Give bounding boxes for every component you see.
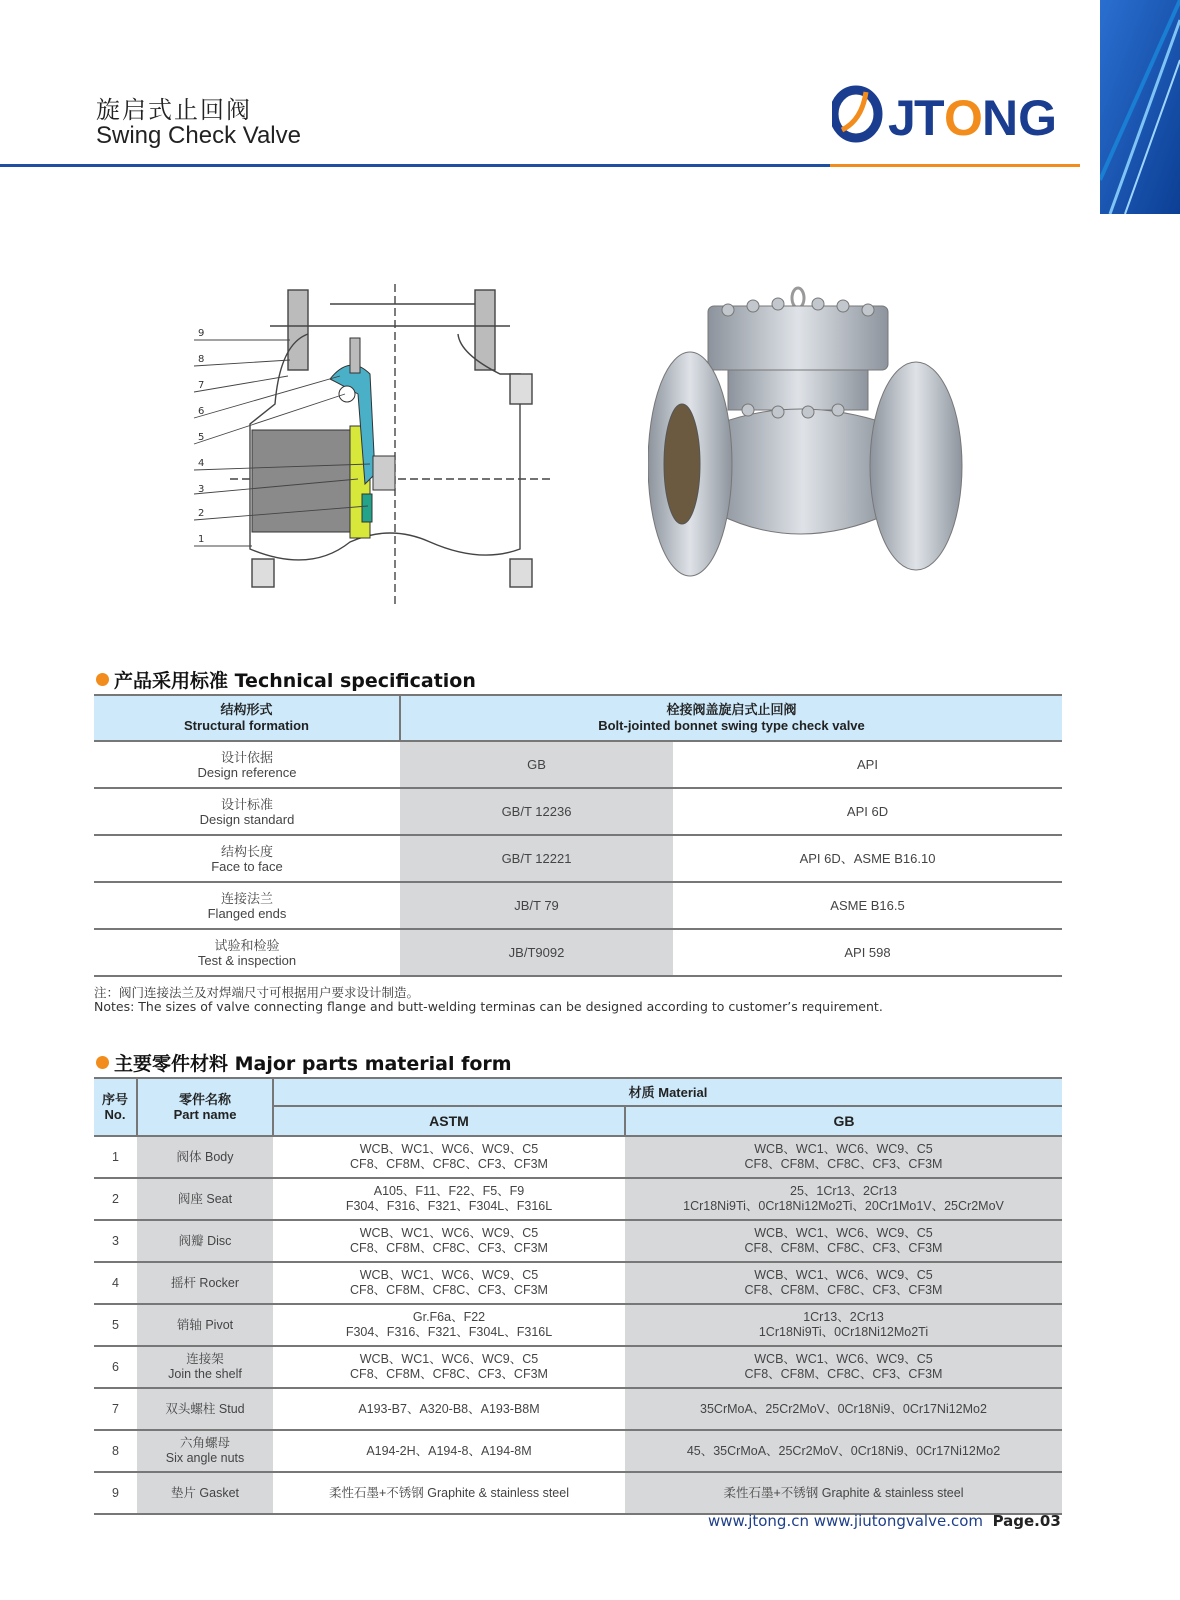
table-cell: 1 bbox=[94, 1136, 137, 1178]
table-cell: 45、35CrMoA、25Cr2MoV、0Cr18Ni9、0Cr17Ni12Mo2 bbox=[625, 1430, 1062, 1472]
table-cell: 双头螺柱 Stud bbox=[137, 1388, 273, 1430]
table-cell: 摇杆 Rocker bbox=[137, 1262, 273, 1304]
table-cell: 设计标准 Design standard bbox=[94, 788, 400, 835]
table-cell: 4 bbox=[94, 1262, 137, 1304]
table-row bbox=[94, 1262, 1062, 1304]
table-cell: 8 bbox=[94, 1430, 137, 1472]
table-cell: WCB、WC1、WC6、WC9、C5 CF8、CF8M、CF8C、CF3、CF3M bbox=[273, 1220, 625, 1262]
table-cell: API bbox=[673, 741, 1062, 788]
table-row bbox=[94, 1136, 1062, 1178]
table-row bbox=[94, 1078, 1062, 1106]
diagram-label-7: 7 bbox=[198, 380, 205, 391]
table-cell: 阀体 Body bbox=[137, 1136, 273, 1178]
header-divider bbox=[0, 164, 830, 167]
col-part: 零件名称 Part name bbox=[137, 1078, 273, 1136]
table-row bbox=[94, 1220, 1062, 1262]
svg-text:NG: NG bbox=[982, 90, 1057, 146]
page-title-en: Swing Check Valve bbox=[96, 122, 301, 149]
table-row bbox=[94, 1346, 1062, 1388]
table-cell: WCB、WC1、WC6、WC9、C5 CF8、CF8M、CF8C、CF3、CF3M bbox=[625, 1136, 1062, 1178]
table-cell: GB/T 12221 bbox=[400, 835, 673, 882]
spec-head-bolt-jointed: 栓接阀盖旋启式止回阀 Bolt-jointed bonnet swing type check valve bbox=[400, 695, 1062, 741]
page-title-cn: 旋启式止回阀 bbox=[96, 96, 252, 124]
table-cell: 垫片 Gasket bbox=[137, 1472, 273, 1514]
col-astm: ASTM bbox=[273, 1106, 625, 1136]
svg-text:J: J bbox=[888, 90, 916, 146]
table-row bbox=[94, 695, 1062, 741]
table-cell: 六角螺母 Six angle nuts bbox=[137, 1430, 273, 1472]
table-row bbox=[94, 1178, 1062, 1220]
valve-product-photo bbox=[648, 284, 978, 604]
table-cell: WCB、WC1、WC6、WC9、C5 CF8、CF8M、CF8C、CF3、CF3M bbox=[625, 1346, 1062, 1388]
table-cell: GB/T 12236 bbox=[400, 788, 673, 835]
table-cell: WCB、WC1、WC6、WC9、C5 CF8、CF8M、CF8C、CF3、CF3M bbox=[625, 1220, 1062, 1262]
table-cell: ASME B16.5 bbox=[673, 882, 1062, 929]
table-cell: 阀座 Seat bbox=[137, 1178, 273, 1220]
col-material: 材质 Material bbox=[273, 1078, 1062, 1106]
table-cell: GB bbox=[400, 741, 673, 788]
table-cell: 柔性石墨+不锈钢 Graphite & stainless steel bbox=[273, 1472, 625, 1514]
table-cell: 柔性石墨+不锈钢 Graphite & stainless steel bbox=[625, 1472, 1062, 1514]
diagram-label-2: 2 bbox=[198, 508, 205, 519]
table-cell: 试验和检验 Test & inspection bbox=[94, 929, 400, 976]
table-cell: 5 bbox=[94, 1304, 137, 1346]
diagram-label-4: 4 bbox=[198, 458, 205, 469]
table-cell: 9 bbox=[94, 1472, 137, 1514]
spec-section-heading: 产品采用标准 Technical specification bbox=[96, 666, 476, 693]
footer bbox=[708, 1512, 1061, 1530]
table-cell: 结构长度 Face to face bbox=[94, 835, 400, 882]
spec-head-structural: 结构形式 Structural formation bbox=[94, 695, 400, 741]
table-cell: 阀瓣 Disc bbox=[137, 1220, 273, 1262]
logo-mark-icon bbox=[834, 90, 878, 138]
table-cell: WCB、WC1、WC6、WC9、C5 CF8、CF8M、CF8C、CF3、CF3M bbox=[273, 1262, 625, 1304]
bullet-icon bbox=[96, 673, 109, 686]
col-no: 序号 No. bbox=[94, 1078, 137, 1136]
bullet-icon bbox=[96, 1056, 109, 1069]
table-row bbox=[94, 1430, 1062, 1472]
brand-logo bbox=[832, 80, 1082, 150]
table-row bbox=[94, 741, 1062, 788]
table-cell: JB/T 79 bbox=[400, 882, 673, 929]
spec-table bbox=[94, 694, 1062, 977]
table-row bbox=[94, 882, 1062, 929]
svg-text:T: T bbox=[914, 90, 945, 146]
table-cell: 连接法兰 Flanged ends bbox=[94, 882, 400, 929]
table-row bbox=[94, 1472, 1062, 1514]
table-row bbox=[94, 835, 1062, 882]
table-cell: 25、1Cr13、2Cr13 1Cr18Ni9Ti、0Cr18Ni12Mo2Ti、20Cr1Mo1V、25Cr2MoV bbox=[625, 1178, 1062, 1220]
table-cell: 连接架 Join the shelf bbox=[137, 1346, 273, 1388]
table-cell: WCB、WC1、WC6、WC9、C5 CF8、CF8M、CF8C、CF3、CF3M bbox=[273, 1346, 625, 1388]
table-cell: API 6D、ASME B16.10 bbox=[673, 835, 1062, 882]
table-cell: WCB、WC1、WC6、WC9、C5 CF8、CF8M、CF8C、CF3、CF3M bbox=[273, 1136, 625, 1178]
table-cell: 35CrMoA、25Cr2MoV、0Cr18Ni9、0Cr17Ni12Mo2 bbox=[625, 1388, 1062, 1430]
page-number: Page.03 bbox=[992, 1512, 1061, 1530]
table-cell: 7 bbox=[94, 1388, 137, 1430]
diagram-label-8: 8 bbox=[198, 354, 205, 365]
table-cell: API 6D bbox=[673, 788, 1062, 835]
table-cell: WCB、WC1、WC6、WC9、C5 CF8、CF8M、CF8C、CF3、CF3M bbox=[625, 1262, 1062, 1304]
table-cell: Gr.F6a、F22 F304、F316、F321、F304L、F316L bbox=[273, 1304, 625, 1346]
corner-decoration bbox=[1100, 0, 1180, 214]
table-row bbox=[94, 929, 1062, 976]
table-row bbox=[94, 1388, 1062, 1430]
table-cell: A194-2H、A194-8、A194-8M bbox=[273, 1430, 625, 1472]
footer-urls: www.jtong.cn www.jiutongvalve.com bbox=[708, 1512, 984, 1530]
material-table bbox=[94, 1077, 1062, 1515]
table-cell: A193-B7、A320-B8、A193-B8M bbox=[273, 1388, 625, 1430]
table-row bbox=[94, 788, 1062, 835]
diagram-label-5: 5 bbox=[198, 432, 205, 443]
table-cell: 3 bbox=[94, 1220, 137, 1262]
table-row bbox=[94, 1304, 1062, 1346]
col-gb: GB bbox=[625, 1106, 1062, 1136]
spec-note-cn: 注：阀门连接法兰及对焊端尺寸可根据用户要求设计制造。 bbox=[94, 985, 420, 1000]
table-cell: A105、F11、F22、F5、F9 F304、F316、F321、F304L、F316L bbox=[273, 1178, 625, 1220]
table-cell: JB/T9092 bbox=[400, 929, 673, 976]
diagram-label-3: 3 bbox=[198, 484, 205, 495]
table-cell: 1Cr13、2Cr13 1Cr18Ni9Ti、0Cr18Ni12Mo2Ti bbox=[625, 1304, 1062, 1346]
svg-text:O: O bbox=[944, 90, 983, 146]
spec-note-en: Notes: The sizes of valve connecting flange and butt-welding terminas can be designed according to customer’s requirement. bbox=[94, 999, 883, 1014]
diagram-label-6: 6 bbox=[198, 406, 205, 417]
diagram-label-1: 1 bbox=[198, 534, 205, 545]
header-accent-line bbox=[830, 164, 1080, 167]
valve-sectional-diagram bbox=[190, 284, 560, 604]
table-cell: 设计依据 Design reference bbox=[94, 741, 400, 788]
table-cell: 6 bbox=[94, 1346, 137, 1388]
table-cell: API 598 bbox=[673, 929, 1062, 976]
diagram-label-9: 9 bbox=[198, 328, 205, 339]
table-cell: 销轴 Pivot bbox=[137, 1304, 273, 1346]
table-cell: 2 bbox=[94, 1178, 137, 1220]
material-section-heading: 主要零件材料 Major parts material form bbox=[96, 1049, 512, 1076]
